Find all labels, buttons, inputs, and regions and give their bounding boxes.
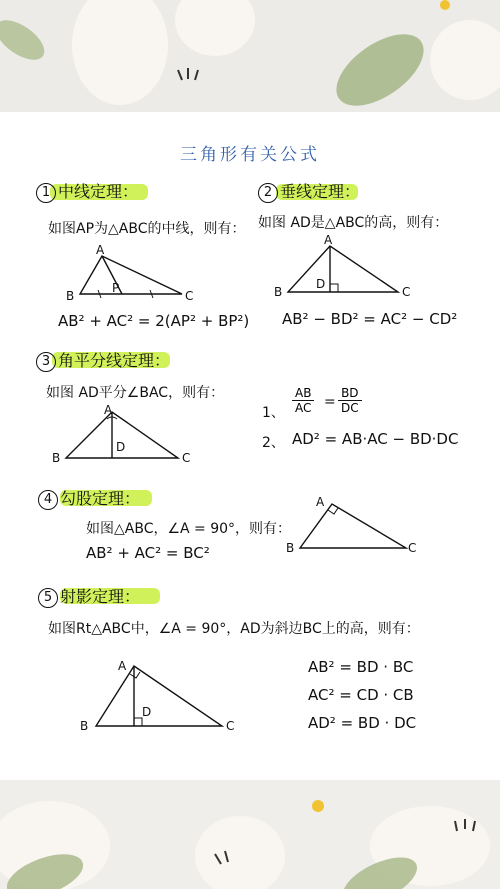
numerator-ab: AB	[292, 386, 314, 401]
section-1-heading	[36, 179, 138, 203]
section-1-title: 中线定理：	[58, 182, 139, 201]
equals-sign: =	[324, 394, 336, 410]
vertex-label-b: B	[66, 289, 75, 303]
formula-sheet	[0, 112, 500, 780]
section-4-number: 4	[38, 490, 58, 510]
vertex-label-b: B	[52, 451, 61, 465]
vertex-label-c: C	[185, 289, 194, 303]
section-3-title: 角平分线定理：	[58, 351, 171, 370]
section-5-title: 射影定理：	[60, 587, 141, 606]
vertex-label-c: C	[402, 285, 411, 299]
denominator-dc: DC	[341, 401, 359, 415]
fraction-bd-dc	[338, 386, 362, 415]
vertex-label-c: C	[226, 719, 235, 733]
section-3-formula-2: AD² = AB·AC − BD·DC	[292, 430, 459, 448]
projection-triangle-figure	[80, 654, 250, 734]
section-3-number: 3	[36, 352, 56, 372]
denominator-ac: AC	[295, 401, 312, 415]
section-1-desc: 如图AP为△ABC的中线，则有：	[48, 221, 246, 237]
section-3-f2-prefix: 2、	[262, 435, 285, 451]
right-triangle-figure	[284, 492, 424, 562]
section-5-formula-2: AC² = CD · CB	[308, 686, 414, 704]
section-5-number: 5	[38, 588, 58, 608]
altitude-triangle-figure	[268, 234, 418, 304]
section-3-desc: 如图 AD平分∠BAC，则有：	[46, 385, 225, 401]
vertex-label-a: A	[324, 233, 333, 247]
vertex-label-d: D	[116, 440, 126, 454]
section-4-heading	[38, 486, 140, 510]
vertex-label-a: A	[96, 243, 105, 257]
vertex-label-p: P	[112, 281, 120, 295]
section-2-title: 垂线定理：	[280, 182, 361, 201]
section-4-title: 勾股定理：	[60, 489, 141, 508]
section-3-heading	[36, 348, 170, 372]
section-1-formula: AB² + AC² = 2(AP² + BP²)	[58, 312, 250, 330]
vertex-label-b: B	[80, 719, 89, 733]
section-2-number: 2	[258, 183, 278, 203]
section-2-desc: 如图 AD是△ABC的高，则有：	[258, 215, 449, 231]
section-5-formula-3: AD² = BD · DC	[308, 714, 417, 732]
section-1-number: 1	[36, 183, 56, 203]
vertex-label-c: C	[408, 541, 417, 555]
page-title: 三角形有关公式	[180, 145, 320, 165]
median-triangle-figure	[60, 242, 200, 302]
section-4-desc: 如图△ABC，∠A = 90°，则有：	[86, 521, 292, 537]
section-5-heading	[38, 584, 140, 608]
vertex-label-d: D	[142, 705, 152, 719]
background-bottom	[0, 776, 500, 889]
vertex-label-b: B	[274, 285, 283, 299]
section-2-heading	[258, 179, 360, 203]
section-4-formula: AB² + AC² = BC²	[86, 544, 210, 562]
vertex-label-d: D	[316, 277, 326, 291]
floral-decoration-bottom	[0, 776, 500, 889]
fraction-ab-ac	[292, 386, 314, 415]
vertex-label-a: A	[316, 495, 325, 509]
section-5-desc: 如图Rt△ABC中，∠A = 90°，AD为斜边BC上的高，则有：	[48, 621, 420, 637]
vertex-label-c: C	[182, 451, 191, 465]
floral-decoration-top	[0, 0, 500, 115]
numerator-bd: BD	[338, 386, 362, 401]
vertex-label-a: A	[104, 403, 113, 417]
vertex-label-a: A	[118, 659, 127, 673]
background-top	[0, 0, 500, 115]
section-3-f1-prefix: 1、	[262, 405, 285, 421]
section-5-formula-1: AB² = BD · BC	[308, 658, 414, 676]
vertex-label-b: B	[286, 541, 295, 555]
section-2-formula: AB² − BD² = AC² − CD²	[282, 310, 458, 328]
angle-bisector-figure	[50, 404, 200, 474]
